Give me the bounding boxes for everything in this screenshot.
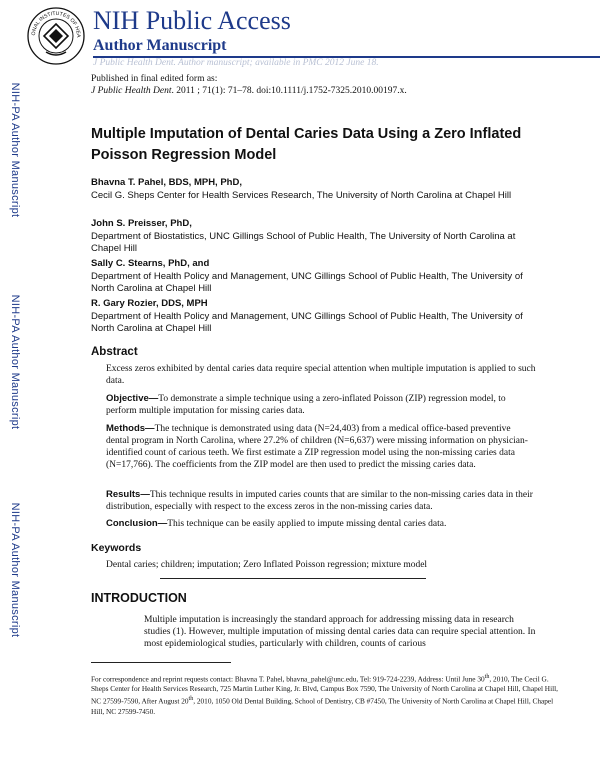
author-affiliation: Department of Health Policy and Management, UNC Gillings School of Public Health, The University of North Carolina at Chapel Hill	[91, 311, 523, 334]
author-name: John S. Preisser, PhD,	[91, 218, 192, 229]
introduction-text: Multiple imputation is increasingly the standard approach for addressing missing data in research studies (1). However, multiple imputation of missing dental caries data can require special attention. In most epidemiological studies, particularly with children, counts of carious	[144, 615, 536, 649]
author-affiliation: Department of Biostatistics, UNC Gillings School of Public Health, The University of North Carolina at Chapel Hill	[91, 231, 516, 254]
author-manuscript-label: Author Manuscript	[93, 37, 227, 54]
conclusion-label: Conclusion—	[106, 518, 168, 529]
journal-availability: J Public Health Dent. Author manuscript; available in PMC 2012 June 18.	[93, 58, 379, 68]
abstract-objective: Objective—To demonstrate a simple technique using a zero-inflated Poisson (ZIP) regression model, to perform multiple imputation for missing caries data.	[106, 393, 506, 416]
nih-public-access-title: NIH Public Access	[93, 6, 291, 35]
methods-label: Methods—	[106, 423, 155, 434]
abstract-results: Results—This technique results in imputed caries counts that are similar to the non-missing caries data in their distribution, especially with respect to the excess zeros in the non-missing caries data.	[106, 489, 533, 512]
journal-name: J Public Health Dent	[91, 86, 172, 96]
abstract-heading: Abstract	[91, 346, 138, 358]
keywords-text: Dental caries; children; imputation; Zero Inflated Poisson regression; mixture model	[106, 560, 428, 570]
paper-title: Multiple Imputation of Dental Caries Data Using a Zero Inflated Poisson Regression Model	[91, 126, 522, 163]
results-label: Results—	[106, 489, 150, 500]
nih-logo	[26, 6, 86, 66]
published-label: Published in final edited form as:	[91, 74, 218, 84]
abstract-conclusion: Conclusion—This technique can be easily applied to impute missing dental caries data.	[106, 518, 447, 529]
footnote-rule	[91, 662, 231, 663]
author-name: R. Gary Rozier, DDS, MPH	[91, 298, 208, 309]
author-affiliation: Cecil G. Sheps Center for Health Services Research, The University of North Carolina at Chapel Hill	[91, 190, 512, 201]
introduction-heading: INTRODUCTION	[91, 591, 187, 605]
correspondence-footnote: For correspondence and reprint requests contact: Bhavna T. Pahel, bhavna_pahel@unc.edu, Tel: 919-724-2239, Address: Until June 30th, 2010, The Cecil G. Sheps Center for Health Services Research, 725 Martin Luther King, Jr. Blvd, Campus Box 7590, The University of North Carolina at Chapel Hill, Chapel Hill, NC 27599-7590, After August 20th, 2010, 1050 Old Dental Building, School of Dentistry, CB #7450, The University of North Carolina at Chapel Hill, Chapel Hill, NC 27599-7450.	[91, 674, 558, 716]
objective-label: Objective—	[106, 393, 159, 404]
abstract-intro: Excess zeros exhibited by dental caries data require special attention when multiple imputation is applied to such data.	[106, 364, 536, 386]
author-name: Sally C. Stearns, PhD, and	[91, 258, 210, 269]
side-label-3: NIH-PA Author Manuscript	[9, 502, 21, 638]
side-label-1: NIH-PA Author Manuscript	[9, 82, 21, 218]
citation	[91, 86, 407, 96]
side-label-2: NIH-PA Author Manuscript	[9, 294, 21, 430]
logo-text: ONAL INSTITUTES OF HEA	[30, 10, 82, 38]
citation-details: . 2011 ; 71(1): 71–78. doi:10.1111/j.1752-7325.2010.00197.x.	[171, 86, 407, 96]
author-affiliation: Department of Health Policy and Management, UNC Gillings School of Public Health, The University of North Carolina at Chapel Hill	[91, 271, 523, 294]
abstract-methods: Methods—The technique is demonstrated using data (N=24,403) from a medical office-based preventive dental program in North Carolina, where 27.2% of children (N=6,637) were missing information on physician-identified count of carious teeth. We first estimate a ZIP regression model using the non-missing caries data (N=17,766). The coefficients from the ZIP model are then used to predict the missing caries data.	[106, 423, 528, 470]
section-divider	[160, 578, 426, 579]
keywords-heading: Keywords	[91, 542, 142, 554]
author-name: Bhavna T. Pahel, BDS, MPH, PhD,	[91, 177, 242, 188]
